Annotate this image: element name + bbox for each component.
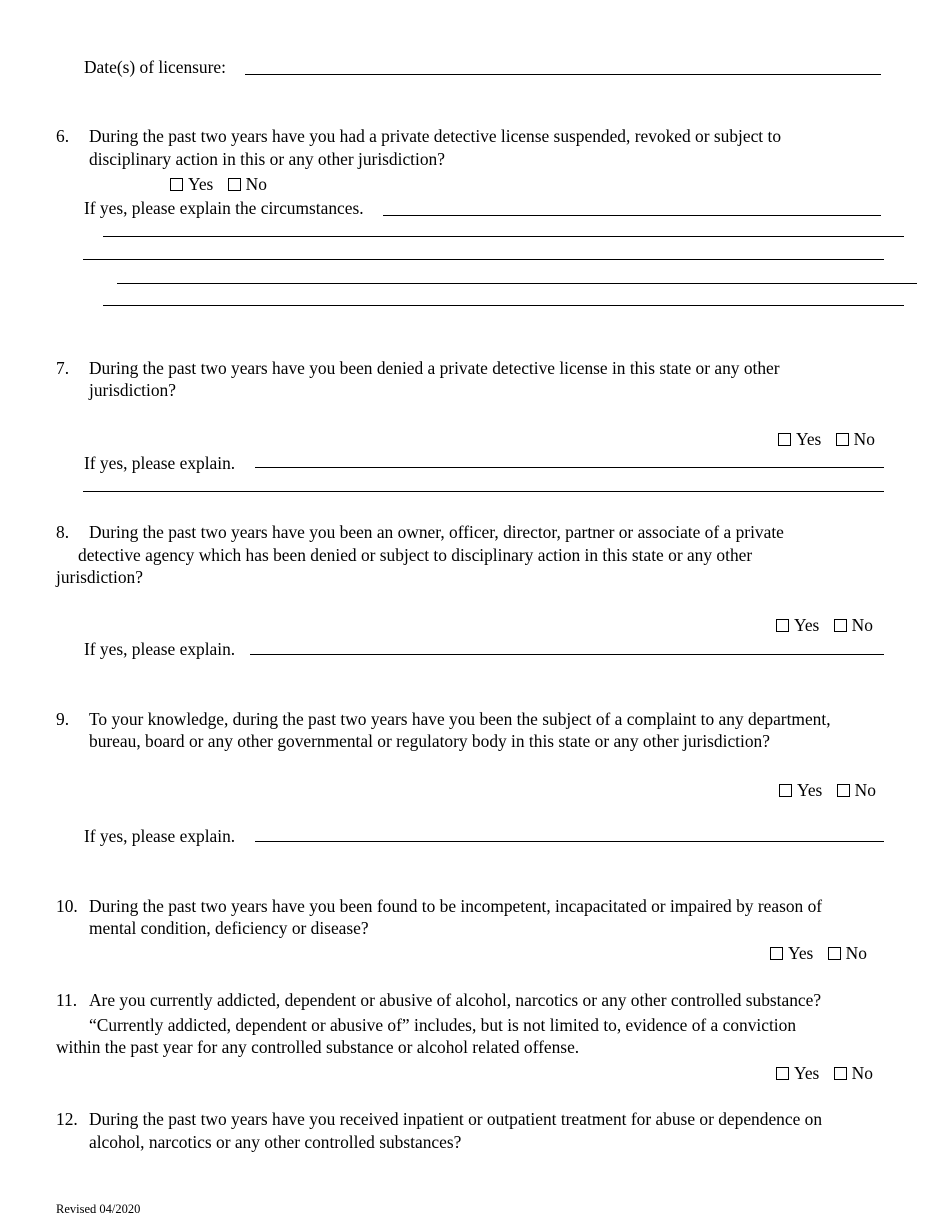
q11-number: 11.: [56, 990, 78, 1010]
q11-text-line2: “Currently addicted, dependent or abusive of” includes, but is not limited to, evidence of a conviction: [89, 1015, 797, 1035]
q6-yes-checkbox[interactable]: [170, 178, 183, 191]
q10-no-checkbox[interactable]: [828, 947, 841, 960]
q11-no-option[interactable]: [834, 1063, 873, 1083]
q6-yes-label: Yes: [188, 174, 214, 194]
q6-explain-line-2[interactable]: [103, 236, 904, 237]
revised-date-footer: Revised 04/2020: [56, 1202, 141, 1216]
q8-yes-option[interactable]: [776, 615, 819, 635]
q7-explain-line-1[interactable]: [255, 467, 884, 468]
q9-number: 9.: [56, 709, 70, 729]
q9-yes-checkbox[interactable]: [779, 784, 792, 797]
q7-yes-checkbox[interactable]: [778, 433, 791, 446]
q9-explain-line[interactable]: [255, 841, 884, 842]
q8-explain-label: If yes, please explain.: [84, 639, 236, 659]
licensure-label: Date(s) of licensure:: [84, 57, 226, 77]
q7-text-line2: jurisdiction?: [89, 380, 176, 400]
q10-yes-label: Yes: [788, 943, 814, 963]
q10-text-line1: During the past two years have you been found to be incompetent, incapacitated or impaired by reason of: [89, 896, 823, 916]
q9-yes-no: [779, 779, 876, 801]
q11-text-line1: Are you currently addicted, dependent or abusive of alcohol, narcotics or any other controlled substance?: [89, 990, 822, 1010]
q8-text-line2: detective agency which has been denied or subject to disciplinary action in this state or any other: [78, 545, 753, 565]
q6-no-checkbox[interactable]: [228, 178, 241, 191]
q7-explain-line-2[interactable]: [83, 491, 884, 492]
q11-no-checkbox[interactable]: [834, 1067, 847, 1080]
q11-yes-no: [776, 1062, 873, 1084]
q9-no-label: No: [854, 780, 876, 800]
q8-yes-label: Yes: [794, 615, 820, 635]
q7-yes-no: [778, 428, 875, 450]
q9-text-line1: To your knowledge, during the past two years have you been the subject of a complaint to any department,: [89, 709, 831, 729]
q7-text-line1: During the past two years have you been denied a private detective license in this state or any other: [89, 358, 780, 378]
q9-text-line2: bureau, board or any other governmental or regulatory body in this state or any other jurisdiction?: [89, 731, 770, 751]
q11-no-label: No: [851, 1063, 873, 1083]
q6-no-label: No: [245, 174, 267, 194]
q10-no-label: No: [845, 943, 867, 963]
q8-number: 8.: [56, 522, 70, 542]
q8-yes-no: [776, 614, 873, 636]
q11-yes-label: Yes: [794, 1063, 820, 1083]
q8-explain-line[interactable]: [250, 654, 884, 655]
q8-no-option[interactable]: [834, 615, 873, 635]
q10-number: 10.: [56, 896, 78, 916]
q6-yes-option[interactable]: [170, 174, 213, 194]
q10-yes-checkbox[interactable]: [770, 947, 783, 960]
q6-explain-line-4[interactable]: [117, 283, 917, 284]
q11-yes-option[interactable]: [776, 1063, 819, 1083]
q10-no-option[interactable]: [828, 943, 867, 963]
q6-explain-line-3[interactable]: [83, 259, 884, 260]
q6-explain-line-5[interactable]: [103, 305, 904, 306]
q6-explain-label: If yes, please explain the circumstances.: [84, 198, 364, 218]
q11-text-line3: within the past year for any controlled substance or alcohol related offense.: [56, 1037, 580, 1057]
q8-no-label: No: [851, 615, 873, 635]
q7-no-option[interactable]: [836, 429, 875, 449]
q7-yes-option[interactable]: [778, 429, 821, 449]
q9-explain-label: If yes, please explain.: [84, 826, 236, 846]
q6-no-option[interactable]: [228, 174, 267, 194]
q6-text-line1: During the past two years have you had a private detective license suspended, revoked or subject to: [89, 126, 782, 146]
q6-explain-line-1[interactable]: [383, 215, 881, 216]
q8-yes-checkbox[interactable]: [776, 619, 789, 632]
licensure-input-line[interactable]: [245, 74, 881, 75]
q10-yes-no: [770, 942, 867, 964]
q7-number: 7.: [56, 358, 70, 378]
q6-text-line2: disciplinary action in this or any other jurisdiction?: [89, 149, 445, 169]
q12-text-line1: During the past two years have you received inpatient or outpatient treatment for abuse or dependence on: [89, 1109, 823, 1129]
q7-no-checkbox[interactable]: [836, 433, 849, 446]
q12-number: 12.: [56, 1109, 78, 1129]
q6-number: 6.: [56, 126, 70, 146]
q10-text-line2: mental condition, deficiency or disease?: [89, 918, 369, 938]
q10-yes-option[interactable]: [770, 943, 813, 963]
q6-yes-no: [170, 173, 267, 195]
q7-explain-label: If yes, please explain.: [84, 453, 236, 473]
q11-yes-checkbox[interactable]: [776, 1067, 789, 1080]
q8-text-line3: jurisdiction?: [56, 567, 143, 587]
q7-no-label: No: [853, 429, 875, 449]
q9-no-checkbox[interactable]: [837, 784, 850, 797]
q12-text-line2: alcohol, narcotics or any other controlled substances?: [89, 1132, 462, 1152]
q9-yes-label: Yes: [797, 780, 823, 800]
q9-no-option[interactable]: [837, 780, 876, 800]
q9-yes-option[interactable]: [779, 780, 822, 800]
q7-yes-label: Yes: [796, 429, 822, 449]
q8-no-checkbox[interactable]: [834, 619, 847, 632]
q8-text-line1: During the past two years have you been an owner, officer, director, partner or associate of a private: [89, 522, 784, 542]
